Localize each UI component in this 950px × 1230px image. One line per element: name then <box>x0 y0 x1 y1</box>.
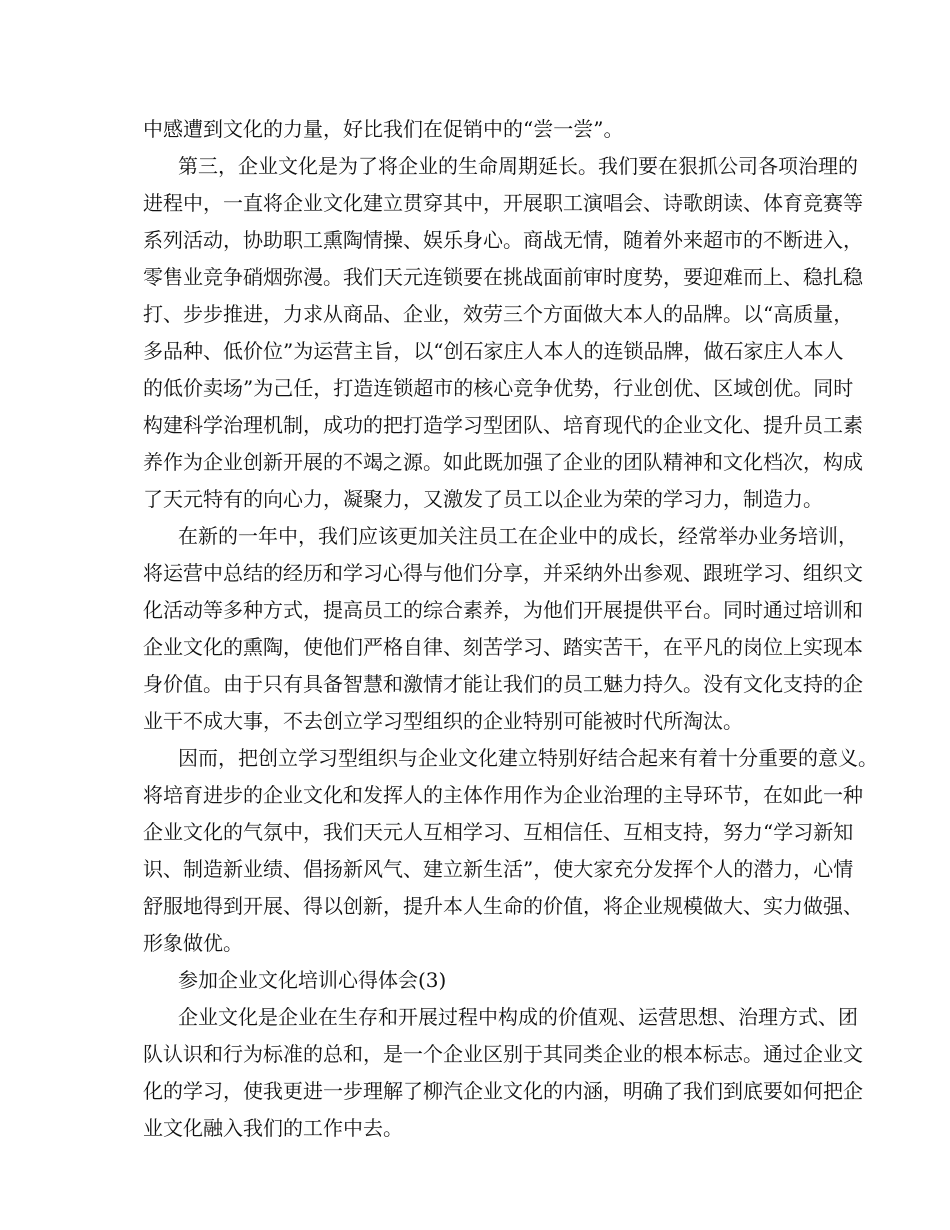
section-heading: 参加企业文化培训心得体会(3) <box>178 968 447 992</box>
text-line: 零售业竞争硝烟弥漫。我们天元连锁要在挑战面前审时度势，要迎难而上、稳扎稳 <box>143 265 863 289</box>
text-line: 化的学习，使我更进一步理解了柳汽企业文化的内涵，明确了我们到底要如何把企 <box>143 1079 863 1103</box>
text-line: 舒服地得到开展、得以创新，提升本人生命的价值，将企业规模做大、实力做强、 <box>143 894 863 918</box>
text-line: 因而，把创立学习型组织与企业文化建立特别好结合起来有着十分重要的意义。 <box>178 746 878 770</box>
text-line: 多品种、低价位”为运营主旨，以“创石家庄人本人的连锁品牌，做石家庄人本人 <box>143 339 844 363</box>
text-line: 进程中，一直将企业文化建立贯穿其中，开展职工演唱会、诗歌朗读、体育竞赛等 <box>143 191 863 215</box>
text-line: 身价值。由于只有具备智慧和激情才能让我们的员工魅力持久。没有文化支持的企 <box>143 672 863 696</box>
text-line: 识、制造新业绩、倡扬新风气、建立新生活”，使大家充分发挥个人的潜力，心情 <box>143 857 854 881</box>
text-line: 第三，企业文化是为了将企业的生命周期延长。我们要在狠抓公司各项治理的 <box>178 154 858 178</box>
text-line: 企业文化是企业在生存和开展过程中构成的价值观、运营思想、治理方式、团 <box>178 1005 858 1029</box>
text-line: 系列活动，协助职工熏陶情操、娱乐身心。商战无情，随着外来超市的不断进入， <box>143 228 863 252</box>
text-line: 了天元特有的向心力，凝聚力，又激发了员工以企业为荣的学习力，制造力。 <box>143 487 823 511</box>
text-line: 企业文化的气氛中，我们天元人互相学习、互相信任、互相支持，努力“学习新知 <box>143 820 854 844</box>
text-line: 企业文化的熏陶，使他们严格自律、刻苦学习、踏实苦干，在平凡的岗位上实现本 <box>143 635 863 659</box>
text-line: 养作为企业创新开展的不竭之源。如此既加强了企业的团队精神和文化档次，构成 <box>143 450 863 474</box>
text-line: 业干不成大事，不去创立学习型组织的企业特别可能被时代所淘汰。 <box>143 709 743 733</box>
text-line: 构建科学治理机制，成功的把打造学习型团队、培育现代的企业文化、提升员工素 <box>143 413 863 437</box>
text-line: 队认识和行为标准的总和，是一个企业区别于其同类企业的根本标志。通过企业文 <box>143 1042 863 1066</box>
text-line: 化活动等多种方式，提高员工的综合素养，为他们开展提供平台。同时通过培训和 <box>143 598 863 622</box>
text-line: 形象做优。 <box>143 931 243 955</box>
text-line: 将运营中总结的经历和学习心得与他们分享，并采纳外出参观、跟班学习、组织文 <box>143 561 863 585</box>
text-line: 打、步步推进，力求从商品、企业，效劳三个方面做大本人的品牌。以“高质量， <box>143 302 854 326</box>
text-line: 的低价卖场”为己任，打造连锁超市的核心竞争优势，行业创优、区域创优。同时 <box>143 376 854 400</box>
text-line: 在新的一年中，我们应该更加关注员工在企业中的成长，经常举办业务培训， <box>178 524 858 548</box>
text-line: 将培育进步的企业文化和发挥人的主体作用作为企业治理的主导环节，在如此一种 <box>143 783 863 807</box>
text-line: 中感遭到文化的力量，好比我们在促销中的“尝一尝”。 <box>143 117 624 141</box>
text-line: 业文化融入我们的工作中去。 <box>143 1116 403 1140</box>
